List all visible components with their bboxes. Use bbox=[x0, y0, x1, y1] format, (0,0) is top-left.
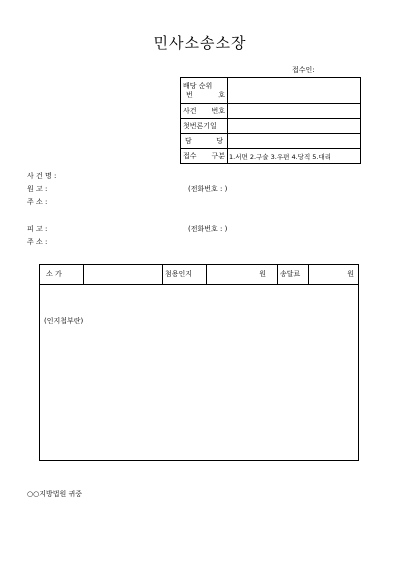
divider bbox=[277, 265, 278, 284]
label-in-charge-left: 담 bbox=[185, 137, 192, 145]
claim-amount-label: 소 가 bbox=[46, 270, 62, 278]
label-case-left: 사건 bbox=[183, 107, 197, 115]
defendant-phone: (전화번호 : ) bbox=[188, 225, 228, 233]
label-filing-left: 접수 bbox=[183, 152, 197, 160]
label-case-right: 번호 bbox=[211, 107, 225, 115]
divider bbox=[162, 265, 163, 284]
stamp-won: 원 bbox=[259, 270, 266, 278]
defendant-address-label: 주 소 : bbox=[27, 238, 48, 246]
case-info-table bbox=[180, 77, 361, 164]
receiver-label: 접수인: bbox=[292, 66, 315, 74]
label-number-right: 호 bbox=[218, 90, 225, 99]
label-in-charge bbox=[181, 134, 228, 149]
table-row bbox=[181, 119, 361, 134]
label-number-left: 번 bbox=[186, 90, 193, 99]
claim-amount-value[interactable] bbox=[84, 265, 162, 284]
defendant-label: 피 고 : bbox=[27, 225, 48, 233]
label-filing-right: 구분 bbox=[211, 152, 225, 160]
plaintiff-address-label: 주 소 : bbox=[27, 198, 48, 206]
case-name-label: 사 건 명 : bbox=[27, 172, 57, 180]
plaintiff-label: 원 고 : bbox=[27, 185, 48, 193]
label-allocation: 배당 순위 bbox=[183, 81, 213, 90]
postage-label: 송달료 bbox=[280, 270, 301, 278]
postage-won: 원 bbox=[347, 270, 354, 278]
value-allocation-number[interactable] bbox=[228, 78, 361, 104]
court-addressee: ○○지방법원 귀중 bbox=[27, 490, 83, 498]
document-title: 민사소송소장 bbox=[153, 34, 247, 52]
value-in-charge[interactable] bbox=[228, 134, 361, 149]
table-row bbox=[181, 134, 361, 149]
stamp-box bbox=[39, 264, 359, 461]
stamp-label: 첨용인지 bbox=[165, 270, 193, 278]
value-case-number[interactable] bbox=[228, 104, 361, 119]
table-row bbox=[181, 78, 361, 104]
table-row bbox=[181, 149, 361, 164]
stamp-box-header bbox=[40, 265, 358, 285]
table-row bbox=[181, 104, 361, 119]
plaintiff-phone: (전화번호 : ) bbox=[188, 185, 228, 193]
stamp-attach-note: (인지첩부란) bbox=[44, 317, 84, 325]
label-in-charge-right: 당 bbox=[216, 137, 223, 145]
label-allocation-number bbox=[181, 78, 228, 104]
label-filing-type bbox=[181, 149, 228, 164]
value-first-hearing[interactable] bbox=[228, 119, 361, 134]
label-case-number bbox=[181, 104, 228, 119]
value-filing-type: 1.서면 2.구술 3.우편 4.당직 5.대리 bbox=[228, 149, 361, 164]
label-first-hearing: 첫번론기일 bbox=[181, 119, 228, 134]
